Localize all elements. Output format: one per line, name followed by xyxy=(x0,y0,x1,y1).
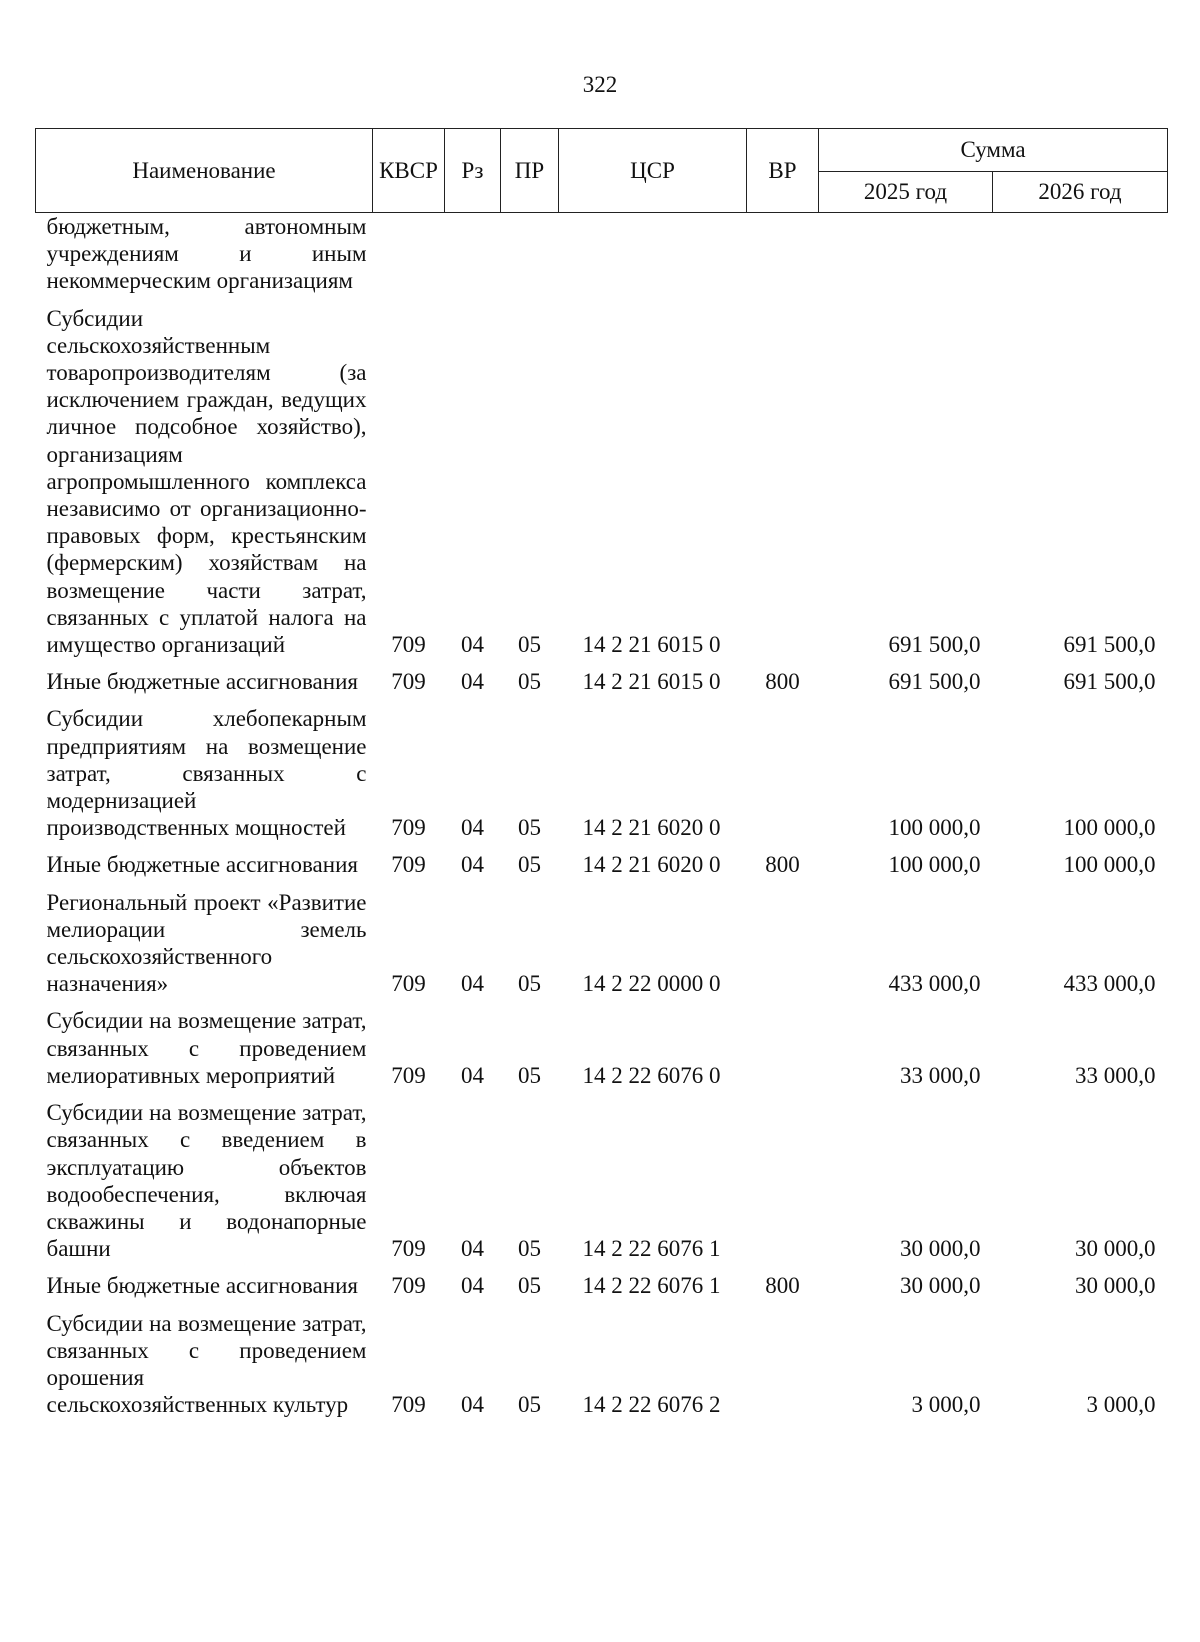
row-vr xyxy=(747,695,819,841)
row-csr: 14 2 22 6076 1 xyxy=(582,1236,721,1262)
row-pr: 05 xyxy=(518,815,541,841)
table-row xyxy=(36,997,1168,1089)
row-kvsr: 709 xyxy=(391,971,426,997)
row-rz: 04 xyxy=(461,815,484,841)
row-sum-2026: 691 500,0 xyxy=(1063,669,1156,695)
row-kvsr: 709 xyxy=(391,669,426,695)
row-name: Субсидии на возмещение затрат, связанных с проведением мелиоративных мероприятий xyxy=(46,1008,367,1088)
row-name: Иные бюджетные ассигнования xyxy=(46,1273,358,1299)
row-rz: 04 xyxy=(461,852,484,878)
row-csr: 14 2 21 6015 0 xyxy=(582,632,721,658)
table-row xyxy=(36,213,1168,295)
row-sum-2026: 33 000,0 xyxy=(1075,1062,1156,1088)
table-row xyxy=(36,1089,1168,1262)
row-sum-2025: 100 000,0 xyxy=(888,852,981,878)
row-csr: 14 2 22 6076 1 xyxy=(582,1273,721,1299)
row-sum-2025 xyxy=(819,213,993,295)
row-name: Субсидии на возмещение затрат, связанных с введением в эксплуатацию объектов водообеспечения, включая скважины и водонапорные башни xyxy=(46,1100,367,1262)
table-header xyxy=(36,129,1168,213)
header-sum: Сумма xyxy=(819,129,1168,172)
row-rz: 04 xyxy=(461,669,484,695)
row-vr xyxy=(747,997,819,1089)
row-name: Региональный проект «Развитие мелиорации земель сельскохозяйственного назначения» xyxy=(46,889,367,997)
row-sum-2026: 433 000,0 xyxy=(1063,971,1156,997)
row-name: Субсидии хлебопекарным предприятиям на возмещение затрат, связанных с модернизацией производственных мощностей xyxy=(46,706,367,841)
row-sum-2025: 691 500,0 xyxy=(888,632,981,658)
table-row xyxy=(36,1262,1168,1299)
row-rz: 04 xyxy=(461,632,484,658)
row-rz: 04 xyxy=(461,1273,484,1299)
table-row xyxy=(36,695,1168,841)
table-row xyxy=(36,658,1168,695)
row-pr: 05 xyxy=(518,632,541,658)
row-vr xyxy=(747,1089,819,1262)
row-vr: 800 xyxy=(765,1273,800,1299)
header-pr: ПР xyxy=(501,129,559,213)
row-vr xyxy=(747,213,819,295)
header-vr: ВР xyxy=(747,129,819,213)
page-number: 322 xyxy=(582,72,618,97)
row-sum-2025: 433 000,0 xyxy=(888,971,981,997)
row-rz: 04 xyxy=(461,971,484,997)
row-csr xyxy=(559,213,747,295)
row-csr: 14 2 22 6076 0 xyxy=(582,1062,721,1088)
row-kvsr: 709 xyxy=(391,1236,426,1262)
row-pr: 05 xyxy=(518,669,541,695)
row-pr: 05 xyxy=(518,971,541,997)
row-sum-2026: 691 500,0 xyxy=(1063,632,1156,658)
row-kvsr: 709 xyxy=(391,815,426,841)
table-body xyxy=(36,213,1168,1419)
header-year-2025: 2025 год xyxy=(819,172,993,213)
row-vr xyxy=(747,1300,819,1419)
row-sum-2026: 30 000,0 xyxy=(1075,1273,1156,1299)
row-csr: 14 2 22 6076 2 xyxy=(582,1392,721,1418)
row-sum-2025: 3 000,0 xyxy=(911,1392,981,1418)
row-sum-2025: 100 000,0 xyxy=(888,815,981,841)
row-vr: 800 xyxy=(765,852,800,878)
row-csr: 14 2 22 0000 0 xyxy=(582,971,721,997)
row-sum-2026: 3 000,0 xyxy=(1086,1392,1156,1418)
row-kvsr: 709 xyxy=(391,1062,426,1088)
row-sum-2025: 30 000,0 xyxy=(900,1273,981,1299)
header-year-2026: 2026 год xyxy=(993,172,1168,213)
row-vr xyxy=(747,295,819,659)
row-name: Иные бюджетные ассигнования xyxy=(46,852,358,878)
row-rz xyxy=(445,213,501,295)
budget-table xyxy=(35,128,1168,1418)
row-sum-2026 xyxy=(993,213,1168,295)
row-name: Субсидии на возмещение затрат, связанных с проведением орошения сельскохозяйственных культур xyxy=(46,1310,367,1418)
row-rz: 04 xyxy=(461,1392,484,1418)
row-kvsr: 709 xyxy=(391,852,426,878)
row-vr: 800 xyxy=(765,669,800,695)
row-sum-2025: 691 500,0 xyxy=(888,669,981,695)
header-kvsr: КВСР xyxy=(373,129,445,213)
row-pr: 05 xyxy=(518,1236,541,1262)
row-kvsr: 709 xyxy=(391,1273,426,1299)
row-pr xyxy=(501,213,559,295)
row-kvsr xyxy=(373,213,445,295)
row-rz: 04 xyxy=(461,1236,484,1262)
header-rz: Рз xyxy=(445,129,501,213)
header-name: Наименование xyxy=(36,129,373,213)
table-row xyxy=(36,879,1168,998)
row-csr: 14 2 21 6020 0 xyxy=(582,815,721,841)
row-sum-2026: 100 000,0 xyxy=(1063,852,1156,878)
header-csr: ЦСР xyxy=(559,129,747,213)
row-name: бюджетным, автономным учреждениям и иным некоммерческим организациям xyxy=(46,214,367,294)
row-name: Субсидии сельскохозяйственным товаропроизводителям (за исключением граждан, ведущих личное подсобное хозяйство), организациям агропромышленного комплекса независимо от организационно-правовых форм, крестьянским (фермерским) хозяйствам на возмещение части затрат, связанных с уплатой налога на имущество организаций xyxy=(46,305,367,658)
row-csr: 14 2 21 6020 0 xyxy=(582,852,721,878)
row-csr: 14 2 21 6015 0 xyxy=(582,669,721,695)
row-kvsr: 709 xyxy=(391,632,426,658)
row-pr: 05 xyxy=(518,1062,541,1088)
row-rz: 04 xyxy=(461,1062,484,1088)
table-row xyxy=(36,1300,1168,1419)
row-pr: 05 xyxy=(518,1392,541,1418)
row-vr xyxy=(747,879,819,998)
row-pr: 05 xyxy=(518,852,541,878)
row-sum-2025: 30 000,0 xyxy=(900,1236,981,1262)
row-pr: 05 xyxy=(518,1273,541,1299)
row-sum-2025: 33 000,0 xyxy=(900,1062,981,1088)
row-name: Иные бюджетные ассигнования xyxy=(46,669,358,695)
table-row xyxy=(36,841,1168,878)
row-sum-2026: 30 000,0 xyxy=(1075,1236,1156,1262)
row-kvsr: 709 xyxy=(391,1392,426,1418)
table-row xyxy=(36,295,1168,659)
row-sum-2026: 100 000,0 xyxy=(1063,815,1156,841)
